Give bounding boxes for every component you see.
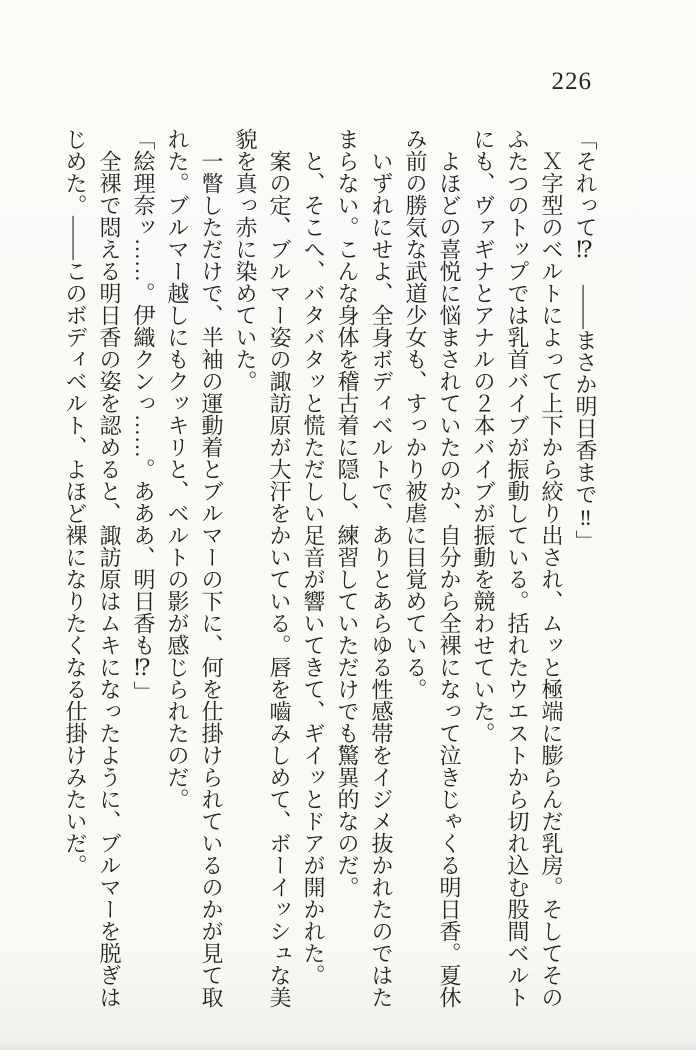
body-text — [54, 128, 602, 1008]
paragraph: Ｘ字型のベルトによって上下から絞り出され、ムッと極端に膨らんだ乳房。そしてそのふたつのトップでは乳首バイブが振動している。括れたウエストから切れ込む股間ベルトにも、ヴァギナとアナルの２本バイブが振動を競わせていた。 — [471, 128, 564, 1008]
page-number: 226 — [551, 68, 592, 95]
paragraph: よほどの喜悦に悩まされていたのか、自分から全裸になって泣きじゃくる明日香。夏休み前の勝気な武道少女も、すっかり被虐に目覚めている。 — [403, 128, 462, 1008]
paragraph: 一瞥しただけで、半袖の運動着とブルマーの下に、何を仕掛けられているのかが見て取れた。ブルマー越しにもクッキリと、ベルトの影が感じられたのだ。 — [165, 128, 224, 1008]
paragraph: 案の定、ブルマー姿の諏訪原が大汗をかいている。唇を嚙みしめて、ボーイッシュな美貌を真っ赤に染めていた。 — [233, 128, 292, 1008]
paragraph: 「それって⁉ ――まさか明日香まで‼」 — [573, 128, 598, 552]
paragraph: と、そこへ、バタバタッと慌ただしい足音が響いてきて、ギイッとドアが開かれた。 — [301, 150, 326, 986]
paragraph: 「絵理奈ッ……。伊織クンっ……。あああ、明日香も⁉」 — [131, 128, 156, 703]
paragraph: いずれにせよ、全身ボディベルトで、ありとあらゆる性感帯をイジメ抜かれたのではたまらない。こんな身体を稽古着に隠し、練習していただけでも驚異的なのだ。 — [335, 128, 394, 1008]
paragraph: 全裸で悶える明日香の姿を認めると、諏訪原はムキになったように、ブルマーを脱ぎはじめた。――このボディベルト、よほど裸になりたくなる仕掛けみたいだ。 — [63, 128, 122, 1008]
